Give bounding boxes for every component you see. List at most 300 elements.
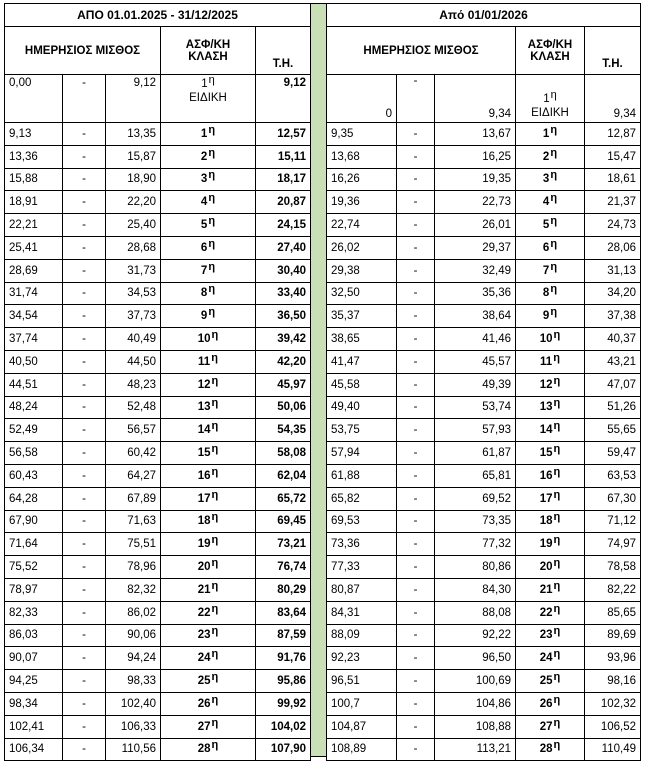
cell-th: 34,20 (585, 282, 641, 305)
class-suffix: η (553, 625, 561, 638)
table-row (5, 442, 311, 465)
table-row (327, 464, 641, 487)
table-row (5, 419, 311, 442)
class-label: ΕΙΔΙΚΗ (189, 92, 227, 104)
class-number: 9 (200, 310, 208, 323)
cell-to: 56,57 (106, 419, 161, 442)
cell-th: 58,08 (256, 442, 311, 465)
class-number: 10 (539, 333, 553, 346)
cell-to: 73,35 (435, 510, 516, 533)
cell-dash: - (63, 419, 106, 442)
class-suffix: η (211, 693, 219, 706)
cell-th: 83,64 (256, 601, 311, 624)
table-row (327, 487, 641, 510)
cell-class (516, 123, 585, 146)
cell-th: 69,45 (256, 510, 311, 533)
class-number: 15 (539, 447, 553, 460)
cell-to: 104,86 (435, 692, 516, 715)
class-suffix: η (553, 648, 561, 661)
class-suffix: η (553, 420, 561, 433)
cell-class (516, 419, 585, 442)
column-divider (310, 3, 326, 757)
cell-to: 9,12 (106, 75, 161, 123)
cell-from: 22,74 (327, 214, 397, 237)
cell-dash: - (63, 282, 106, 305)
class-number: 28 (197, 743, 211, 756)
class-suffix: η (211, 443, 219, 456)
cell-to: 110,56 (106, 738, 161, 761)
cell-class (161, 647, 256, 670)
cell-from: 48,24 (5, 396, 63, 419)
cell-th: 95,86 (256, 670, 311, 693)
header-insurance-class: ΑΣΦ/ΚΗ ΚΛΑΣΗ (516, 27, 585, 75)
cell-to: 108,88 (435, 715, 516, 738)
cell-from: 73,36 (327, 533, 397, 556)
cell-th: 93,96 (585, 647, 641, 670)
cell-class (516, 236, 585, 259)
cell-dash: - (63, 556, 106, 579)
class-suffix: η (553, 602, 561, 615)
cell-to: 44,50 (106, 350, 161, 373)
cell-to: 40,49 (106, 328, 161, 351)
cell-class (161, 191, 256, 214)
cell-to: 71,63 (106, 510, 161, 533)
cell-th: 62,04 (256, 464, 311, 487)
class-number: 25 (197, 675, 211, 688)
class-number: 23 (197, 629, 211, 642)
class-suffix: η (553, 739, 561, 752)
cell-th: 47,07 (585, 373, 641, 396)
cell-from: 22,21 (5, 214, 63, 237)
cell-class (516, 145, 585, 168)
cell-from: 61,88 (327, 464, 397, 487)
class-suffix: η (208, 74, 215, 86)
cell-class (516, 533, 585, 556)
cell-dash: - (63, 123, 106, 146)
class-number: 5 (542, 219, 550, 232)
cell-from: 100,7 (327, 692, 397, 715)
table-row (5, 396, 311, 419)
cell-to: 52,48 (106, 396, 161, 419)
table-row (5, 373, 311, 396)
cell-dash: - (63, 350, 106, 373)
class-number: 6 (200, 241, 208, 254)
cell-th: 89,69 (585, 624, 641, 647)
cell-from: 16,26 (327, 168, 397, 191)
cell-to: 96,50 (435, 647, 516, 670)
class-suffix: η (211, 716, 219, 729)
cell-from: 86,03 (5, 624, 63, 647)
cell-dash: - (397, 601, 435, 624)
class-suffix: η (553, 488, 561, 501)
cell-dash: - (63, 487, 106, 510)
class-number: 12 (197, 378, 211, 391)
class-number: 16 (539, 469, 553, 482)
cell-to: 92,22 (435, 624, 516, 647)
cell-dash: - (397, 419, 435, 442)
cell-class (516, 510, 585, 533)
cell-th: 30,40 (256, 259, 311, 282)
cell-dash: - (397, 487, 435, 510)
cell-dash: - (63, 396, 106, 419)
cell-from: 41,47 (327, 350, 397, 373)
class-suffix: η (553, 511, 561, 524)
class-number: 28 (539, 743, 553, 756)
cell-from: 9,13 (5, 123, 63, 146)
cell-class (161, 236, 256, 259)
cell-dash: - (397, 373, 435, 396)
cell-dash: - (63, 259, 106, 282)
cell-th: 45,97 (256, 373, 311, 396)
cell-to: 84,30 (435, 578, 516, 601)
class-number: 24 (197, 652, 211, 665)
table-row (327, 305, 641, 328)
class-number: 21 (539, 583, 553, 596)
cell-to: 106,33 (106, 715, 161, 738)
class-number: 3 (200, 173, 208, 186)
table-2025-body (5, 123, 311, 761)
cell-to: 64,27 (106, 464, 161, 487)
cell-from: 69,53 (327, 510, 397, 533)
cell-class (161, 487, 256, 510)
cell-to: 31,73 (106, 259, 161, 282)
cell-from: 31,74 (5, 282, 63, 305)
cell-from: 96,51 (327, 670, 397, 693)
cell-to: 29,37 (435, 236, 516, 259)
cell-th: 50,06 (256, 396, 311, 419)
cell-class (516, 556, 585, 579)
class-suffix: η (211, 579, 219, 592)
cell-from: 75,52 (5, 556, 63, 579)
table-row (5, 305, 311, 328)
class-suffix: η (208, 260, 216, 273)
cell-from: 77,33 (327, 556, 397, 579)
class-number: 9 (542, 310, 550, 323)
cell-class (516, 75, 585, 123)
cell-dash: - (63, 373, 106, 396)
class-number: 18 (539, 515, 553, 528)
class-suffix: η (553, 351, 560, 364)
cell-to: 37,73 (106, 305, 161, 328)
cell-class (161, 692, 256, 715)
class-number: 19 (539, 538, 553, 551)
class-suffix: η (550, 146, 558, 159)
cell-th: 37,38 (585, 305, 641, 328)
cell-to: 49,39 (435, 373, 516, 396)
table-row (327, 282, 641, 305)
cell-from: 40,50 (5, 350, 63, 373)
cell-th: 85,65 (585, 601, 641, 624)
class-number: 14 (539, 424, 553, 437)
cell-th: 102,32 (585, 692, 641, 715)
cell-class (516, 396, 585, 419)
class-suffix: η (208, 283, 216, 296)
cell-th: 87,59 (256, 624, 311, 647)
cell-dash: - (397, 145, 435, 168)
cell-from: 56,58 (5, 442, 63, 465)
class-number: 26 (197, 697, 211, 710)
cell-dash: - (397, 123, 435, 146)
class-number: 13 (539, 401, 553, 414)
class-suffix: η (208, 123, 216, 136)
cell-from: 18,91 (5, 191, 63, 214)
table-row (5, 350, 311, 373)
cell-from: 106,34 (5, 738, 63, 761)
table-row (327, 670, 641, 693)
table-row (327, 624, 641, 647)
cell-to: 90,06 (106, 624, 161, 647)
cell-th: 67,30 (585, 487, 641, 510)
class-number: 18 (197, 515, 211, 528)
class-suffix: η (550, 192, 558, 205)
cell-from: 94,25 (5, 670, 63, 693)
cell-class (516, 601, 585, 624)
class-suffix: η (553, 374, 561, 387)
cell-th: 98,16 (585, 670, 641, 693)
cell-dash: - (397, 738, 435, 761)
class-suffix: η (553, 397, 561, 410)
cell-th: 54,35 (256, 419, 311, 442)
class-number: 7 (542, 264, 550, 277)
table-row (327, 259, 641, 282)
table-row (5, 145, 311, 168)
cell-dash: - (397, 692, 435, 715)
cell-th: 91,76 (256, 647, 311, 670)
class-suffix: η (553, 557, 561, 570)
class-number: 27 (197, 720, 211, 733)
table-row (327, 191, 641, 214)
class-suffix: η (211, 374, 219, 387)
cell-class (161, 533, 256, 556)
cell-from: 49,40 (327, 396, 397, 419)
class-number: 11 (540, 355, 553, 368)
cell-th: 27,40 (256, 236, 311, 259)
class-suffix: η (208, 169, 216, 182)
cell-from: 26,02 (327, 236, 397, 259)
table-row (327, 236, 641, 259)
cell-from: 80,87 (327, 578, 397, 601)
table-row (5, 464, 311, 487)
class-suffix: η (550, 260, 558, 273)
cell-dash: - (397, 236, 435, 259)
cell-from: 92,23 (327, 647, 397, 670)
table-row (327, 145, 641, 168)
cell-from: 28,69 (5, 259, 63, 282)
cell-to: 65,81 (435, 464, 516, 487)
cell-th: 18,61 (585, 168, 641, 191)
header-th: Τ.Η. (585, 27, 641, 75)
cell-to: 22,20 (106, 191, 161, 214)
cell-to: 45,57 (435, 350, 516, 373)
class-number: 5 (200, 219, 208, 232)
cell-from: 53,75 (327, 419, 397, 442)
table-row (5, 738, 311, 761)
table-row (327, 123, 641, 146)
cell-class (516, 624, 585, 647)
cell-from: 104,87 (327, 715, 397, 738)
cell-class (161, 259, 256, 282)
class-suffix: η (550, 306, 558, 319)
table-row (327, 350, 641, 373)
cell-to: 48,23 (106, 373, 161, 396)
cell-from: 13,36 (5, 145, 63, 168)
cell-class (161, 396, 256, 419)
cell-dash: - (397, 191, 435, 214)
cell-th: 78,58 (585, 556, 641, 579)
cell-to: 26,01 (435, 214, 516, 237)
cell-th: 9,12 (256, 75, 311, 123)
cell-dash: - (63, 464, 106, 487)
cell-class (161, 305, 256, 328)
cell-class (161, 578, 256, 601)
table-2026-body (327, 123, 641, 761)
cell-th: 82,22 (585, 578, 641, 601)
cell-to: 57,93 (435, 419, 516, 442)
cell-from: 0,00 (5, 75, 63, 123)
class-suffix: η (211, 465, 219, 478)
cell-to: 75,51 (106, 533, 161, 556)
cell-dash: - (397, 670, 435, 693)
table-row (327, 373, 641, 396)
class-number: 25 (539, 675, 553, 688)
class-number: 19 (197, 538, 211, 551)
cell-dash: - (63, 145, 106, 168)
class-number: 12 (539, 378, 553, 391)
table-row (327, 214, 641, 237)
cell-from: 64,28 (5, 487, 63, 510)
class-number: 4 (542, 196, 550, 209)
header-daily-salary: ΗΜΕΡΗΣΙΟΣ ΜΙΣΘΟΣ (5, 27, 161, 75)
table-row (5, 259, 311, 282)
cell-to: 88,08 (435, 601, 516, 624)
cell-th: 28,06 (585, 236, 641, 259)
cell-to: 28,68 (106, 236, 161, 259)
cell-th: 31,13 (585, 259, 641, 282)
class-suffix: η (211, 329, 219, 342)
cell-to: 13,35 (106, 123, 161, 146)
cell-to: 69,52 (435, 487, 516, 510)
cell-dash: - (397, 464, 435, 487)
cell-to: 98,33 (106, 670, 161, 693)
table-row (327, 328, 641, 351)
class-number: 17 (197, 492, 211, 505)
cell-to: 15,87 (106, 145, 161, 168)
cell-from: 34,54 (5, 305, 63, 328)
cell-th: 42,20 (256, 350, 311, 373)
cell-class (161, 601, 256, 624)
class-suffix: η (553, 693, 561, 706)
class-number: 1 (200, 127, 208, 140)
cell-th: 99,92 (256, 692, 311, 715)
cell-th: 76,74 (256, 556, 311, 579)
cell-dash: - (397, 556, 435, 579)
cell-th: 21,37 (585, 191, 641, 214)
table-row (327, 715, 641, 738)
cell-dash: - (397, 510, 435, 533)
cell-class (516, 168, 585, 191)
table-row (327, 533, 641, 556)
cell-dash: - (397, 350, 435, 373)
class-number: 16 (197, 469, 211, 482)
cell-th: 73,21 (256, 533, 311, 556)
table-2025 (4, 3, 311, 761)
class-suffix: η (211, 488, 219, 501)
cell-th: 33,40 (256, 282, 311, 305)
class-suffix: η (211, 351, 218, 364)
cell-class (516, 670, 585, 693)
cell-class (161, 328, 256, 351)
class-number: 1 (543, 93, 550, 105)
class-number: 8 (542, 287, 550, 300)
class-number: 27 (539, 720, 553, 733)
cell-to: 38,64 (435, 305, 516, 328)
class-suffix: η (553, 716, 561, 729)
cell-from: 78,97 (5, 578, 63, 601)
table-row (5, 487, 311, 510)
class-suffix: η (553, 465, 561, 478)
cell-from: 44,51 (5, 373, 63, 396)
cell-from: 13,68 (327, 145, 397, 168)
class-number: 24 (539, 652, 553, 665)
cell-from: 108,89 (327, 738, 397, 761)
cell-dash: - (63, 236, 106, 259)
cell-th: 15,47 (585, 145, 641, 168)
class-suffix: η (211, 534, 219, 547)
class-suffix: η (211, 648, 219, 661)
class-suffix: η (211, 557, 219, 570)
cell-th: 40,37 (585, 328, 641, 351)
cell-class (516, 487, 585, 510)
class-number: 21 (197, 583, 211, 596)
cell-class (516, 738, 585, 761)
cell-dash: - (397, 715, 435, 738)
cell-to: 80,86 (435, 556, 516, 579)
class-suffix: η (211, 397, 219, 410)
class-number: 13 (197, 401, 211, 414)
class-suffix: η (553, 671, 561, 684)
table-row (5, 191, 311, 214)
table-row (327, 601, 641, 624)
cell-class (161, 145, 256, 168)
class-suffix: η (550, 169, 558, 182)
table-row (5, 692, 311, 715)
class-number: 2 (200, 150, 208, 163)
class-number: 15 (197, 447, 211, 460)
cell-th: 65,72 (256, 487, 311, 510)
cell-to: 61,87 (435, 442, 516, 465)
cell-class (161, 510, 256, 533)
cell-from: 102,41 (5, 715, 63, 738)
cell-to: 35,36 (435, 282, 516, 305)
table-row (5, 214, 311, 237)
table-title: Από 01/01/2026 (327, 4, 641, 27)
class-suffix: η (211, 671, 219, 684)
cell-th: 71,12 (585, 510, 641, 533)
cell-th: 12,57 (256, 123, 311, 146)
cell-to: 41,46 (435, 328, 516, 351)
class-number: 7 (200, 264, 208, 277)
class-suffix: η (553, 534, 561, 547)
class-suffix: η (550, 237, 558, 250)
cell-dash: - (63, 305, 106, 328)
cell-to: 16,25 (435, 145, 516, 168)
cell-to: 22,73 (435, 191, 516, 214)
cell-from: 88,09 (327, 624, 397, 647)
cell-class (161, 624, 256, 647)
cell-class (516, 442, 585, 465)
cell-to: 86,02 (106, 601, 161, 624)
cell-class (161, 670, 256, 693)
